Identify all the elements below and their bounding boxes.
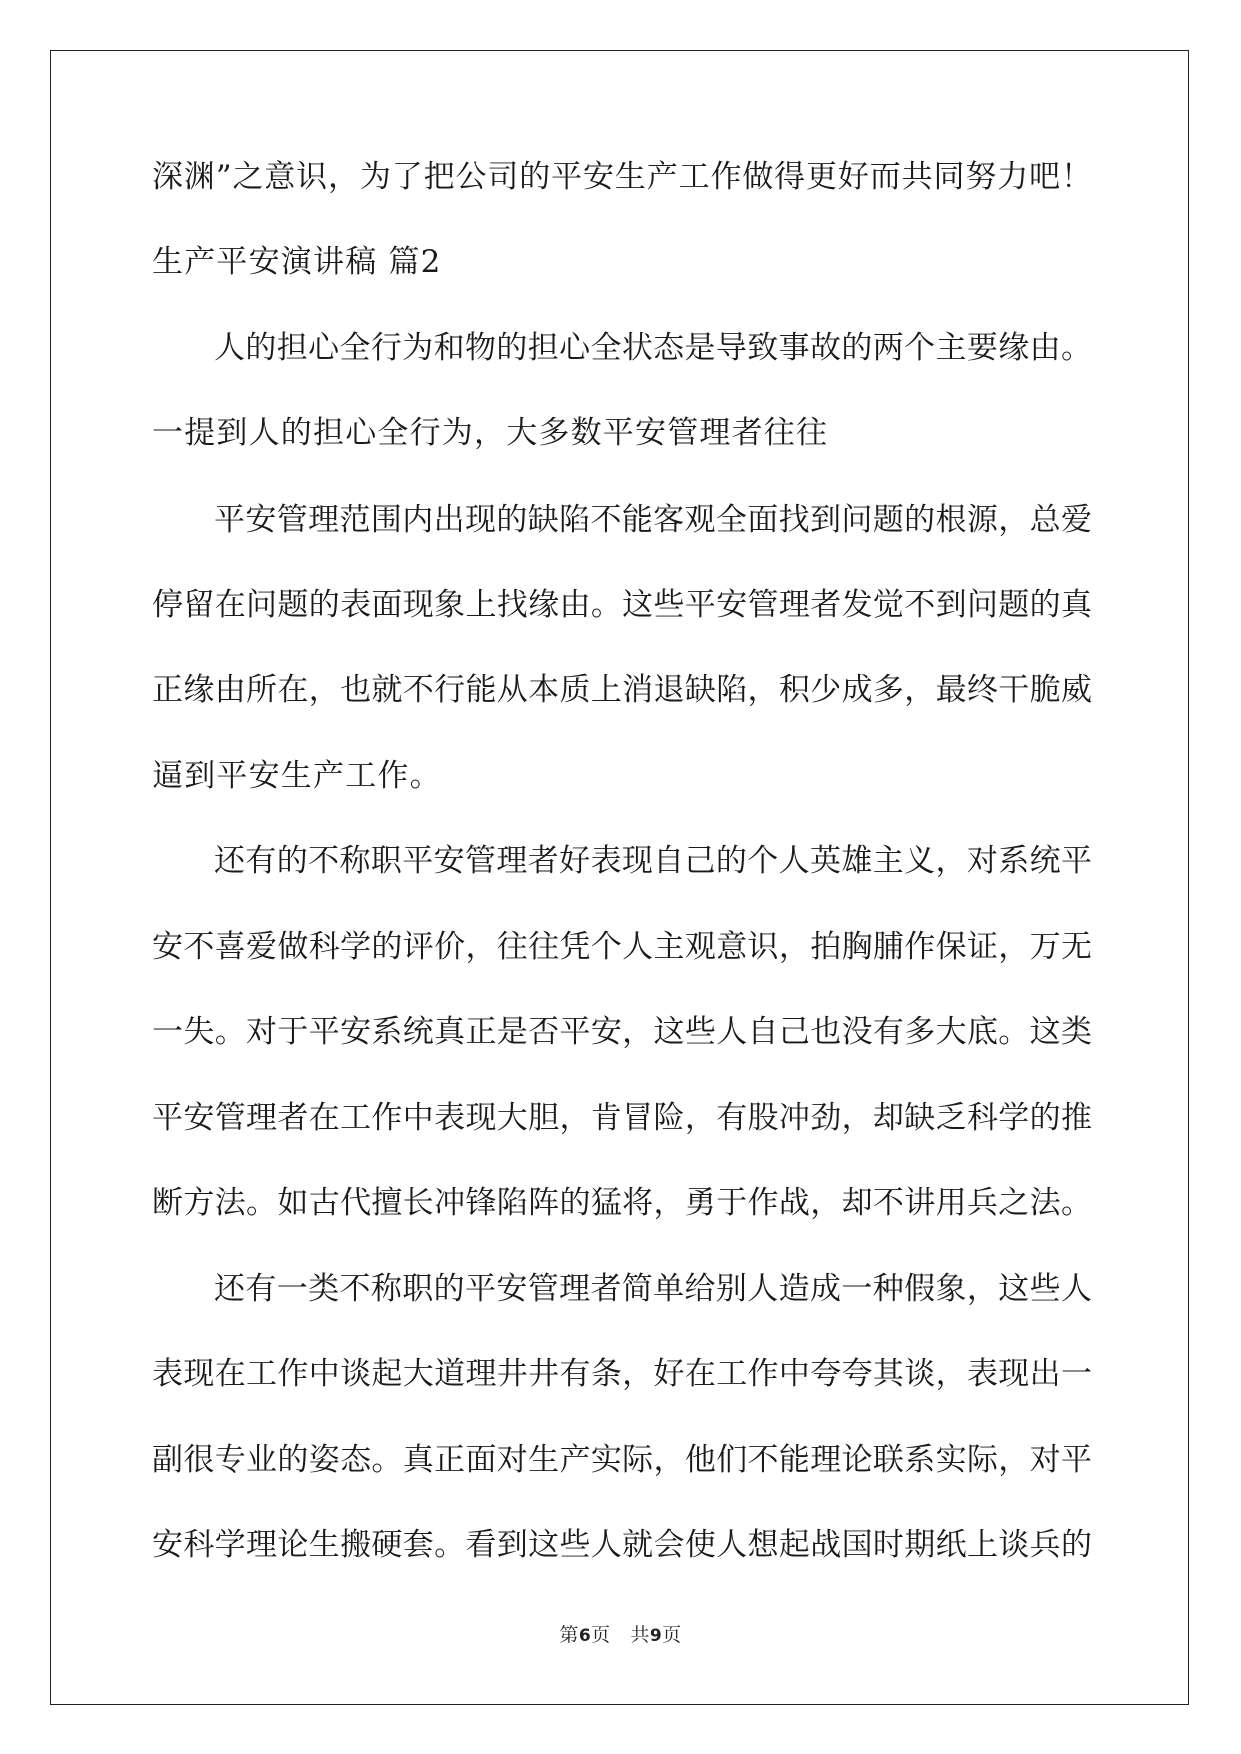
text-line: 副很专业的姿态。真正面对生产实际，他们不能理论联系实际，对平: [152, 1442, 1092, 1478]
current-page-number: 6: [578, 1626, 592, 1646]
text-line: 一失。对于平安系统真正是否平安，这些人自己也没有多大底。这类: [152, 1014, 1092, 1050]
text-line: 深渊”之意识，为了把公司的平安生产工作做得更好而共同努力吧！: [152, 159, 1092, 195]
text-line: 平安管理者在工作中表现大胆，肯冒险，有股冲劲，却缺乏科学的推: [152, 1100, 1092, 1136]
text-line: 表现在工作中谈起大道理井井有条，好在工作中夸夸其谈，表现出一: [152, 1356, 1092, 1392]
footer-total-prefix: 共: [630, 1624, 650, 1646]
footer-prefix: 第: [559, 1624, 579, 1646]
text-line: 停留在问题的表面现象上找缘由。这些平安管理者发觉不到问题的真: [152, 587, 1092, 623]
text-line: 安科学理论生搬硬套。看到这些人就会使人想起战国时期纸上谈兵的: [152, 1527, 1092, 1563]
text-line: 还有一类不称职的平安管理者简单给别人造成一种假象，这些人: [214, 1271, 1092, 1307]
text-line: 人的担心全行为和物的担心全状态是导致事故的两个主要缘由。: [214, 330, 1092, 366]
text-line: 还有的不称职平安管理者好表现自己的个人英雄主义，对系统平: [214, 843, 1092, 879]
text-line: 平安管理范围内出现的缺陷不能客观全面找到问题的根源，总爱: [214, 502, 1092, 538]
footer-total-unit: 页: [662, 1624, 682, 1646]
text-line: 逼到平安生产工作。: [152, 758, 442, 794]
footer-page-unit: 页: [591, 1624, 611, 1646]
text-line: 安不喜爱做科学的评价，往往凭个人主观意识，拍胸脯作保证，万无: [152, 929, 1092, 965]
total-page-count: 9: [649, 1626, 663, 1646]
text-line: 一提到人的担心全行为，大多数平安管理者往往: [152, 415, 829, 451]
page-footer: [0, 1620, 1241, 1647]
text-line: 断方法。如古代擅长冲锋陷阵的猛将，勇于作战，却不讲用兵之法。: [152, 1185, 1092, 1221]
text-line: 正缘由所在，也就不行能从本质上消退缺陷，积少成多，最终干脆威: [152, 672, 1092, 708]
section-heading: 生产平安演讲稿 篇2: [152, 244, 442, 280]
